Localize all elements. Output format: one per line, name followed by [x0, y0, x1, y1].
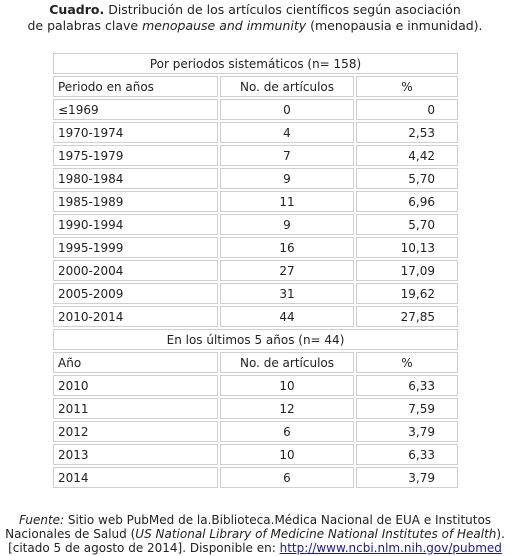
table-row: [53, 467, 458, 488]
article-count-cell: 0: [220, 99, 354, 120]
source-label: Fuente:: [18, 513, 65, 527]
percent-cell: [356, 214, 458, 235]
section-2-column-header: Año: [53, 352, 218, 373]
source-text-1: Sitio web PubMed de la.Biblioteca.Médica Nacional de EUA e Institutos: [64, 513, 492, 527]
period-cell: 2010-2014: [53, 306, 218, 327]
article-count-cell: 9: [220, 168, 354, 189]
caption-keywords: menopause and immunity: [142, 18, 307, 33]
pubmed-link[interactable]: http://www.ncbi.nlm.nih.gov/pubmed: [279, 541, 502, 555]
table-row: [53, 214, 458, 235]
article-count-cell: 12: [220, 398, 354, 419]
table-row: [53, 168, 458, 189]
period-cell: 2000-2004: [53, 260, 218, 281]
period-cell: 1980-1984: [53, 168, 218, 189]
percent-cell: [356, 145, 458, 166]
source-line-1: [0, 513, 510, 527]
article-count-cell: 7: [220, 145, 354, 166]
source-line-2: [0, 527, 510, 541]
table-row: [53, 444, 458, 465]
article-count-cell: 6: [220, 467, 354, 488]
source-text-2: Nacionales de Salud (: [5, 527, 136, 541]
articles-table: [51, 51, 460, 490]
article-count-cell: 11: [220, 191, 354, 212]
percent-value: 10,13: [400, 240, 435, 255]
percent-cell: [356, 237, 458, 258]
percent-cell: [356, 122, 458, 143]
period-cell: 2011: [53, 398, 218, 419]
percent-cell: [356, 467, 458, 488]
percent-value: 17,09: [400, 263, 435, 278]
source-note: [0, 513, 510, 555]
percent-value: 7,59: [408, 401, 435, 416]
article-count-cell: 6: [220, 421, 354, 442]
section-2-column-header: No. de artículos: [220, 352, 354, 373]
section-2-column-header: %: [356, 352, 458, 373]
section-1-column-header: No. de artículos: [220, 76, 354, 97]
caption-text-2: de palabras clave: [27, 18, 143, 33]
percent-cell: [356, 375, 458, 396]
percent-cell: [356, 283, 458, 304]
period-cell: 1975-1979: [53, 145, 218, 166]
caption-label: Cuadro.: [49, 2, 105, 17]
percent-value: 3,79: [408, 424, 435, 439]
section-2-title: En los últimos 5 años (n= 44): [53, 329, 458, 350]
percent-value: 2,53: [408, 125, 435, 140]
percent-value: 6,33: [408, 447, 435, 462]
table-row: [53, 145, 458, 166]
table-row: [53, 306, 458, 327]
caption-line-1: [0, 2, 510, 18]
period-cell: 1970-1974: [53, 122, 218, 143]
caption-line-2: [0, 18, 510, 34]
table-row: [53, 260, 458, 281]
period-cell: 1985-1989: [53, 191, 218, 212]
period-cell: 2010: [53, 375, 218, 396]
section-1-column-header: Periodo en años: [53, 76, 218, 97]
percent-cell: [356, 421, 458, 442]
period-cell: 2005-2009: [53, 283, 218, 304]
article-count-cell: 9: [220, 214, 354, 235]
percent-cell: [356, 191, 458, 212]
table-row: [53, 237, 458, 258]
source-text-4: [citado 5 de agosto de 2014]. Disponible en:: [8, 541, 280, 555]
percent-cell: [356, 306, 458, 327]
table-row: [53, 122, 458, 143]
period-cell: 1995-1999: [53, 237, 218, 258]
table-row: [53, 99, 458, 120]
section-1-title-row: [53, 53, 458, 74]
caption-text-3: (menopausia e inmunidad).: [306, 18, 483, 33]
source-english-name: US National Library of Medicine National Institutes of Health: [135, 527, 497, 541]
section-2-title-row: [53, 329, 458, 350]
table-row: [53, 191, 458, 212]
percent-cell: [356, 168, 458, 189]
article-count-cell: 10: [220, 375, 354, 396]
percent-value: 3,79: [408, 470, 435, 485]
articles-table-body: [53, 53, 458, 488]
percent-value: 6,96: [408, 194, 435, 209]
percent-value: 5,70: [408, 171, 435, 186]
table-row: [53, 398, 458, 419]
article-count-cell: 16: [220, 237, 354, 258]
percent-cell: [356, 444, 458, 465]
period-cell: ≤1969: [53, 99, 218, 120]
caption-text-1: Distribución de los artículos científicos según asociación: [104, 2, 461, 17]
article-count-cell: 31: [220, 283, 354, 304]
section-1-header-row: [53, 76, 458, 97]
table-row: [53, 375, 458, 396]
percent-value: 19,62: [400, 286, 435, 301]
percent-value: 4,42: [408, 148, 435, 163]
period-cell: 1990-1994: [53, 214, 218, 235]
percent-cell: [356, 260, 458, 281]
period-cell: 2012: [53, 421, 218, 442]
section-1-title: Por periodos sistemáticos (n= 158): [53, 53, 458, 74]
source-text-3: ).: [496, 527, 505, 541]
table-row: [53, 421, 458, 442]
percent-value: 27,85: [400, 309, 435, 324]
percent-cell: [356, 99, 458, 120]
article-count-cell: 44: [220, 306, 354, 327]
percent-value: 5,70: [408, 217, 435, 232]
table-row: [53, 283, 458, 304]
period-cell: 2013: [53, 444, 218, 465]
source-line-3: [0, 541, 510, 555]
percent-cell: [356, 398, 458, 419]
article-count-cell: 4: [220, 122, 354, 143]
percent-value: 6,33: [408, 378, 435, 393]
article-count-cell: 27: [220, 260, 354, 281]
section-1-column-header: %: [356, 76, 458, 97]
section-2-header-row: [53, 352, 458, 373]
period-cell: 2014: [53, 467, 218, 488]
article-count-cell: 10: [220, 444, 354, 465]
table-caption: [0, 2, 510, 34]
percent-value: 0: [427, 102, 435, 117]
